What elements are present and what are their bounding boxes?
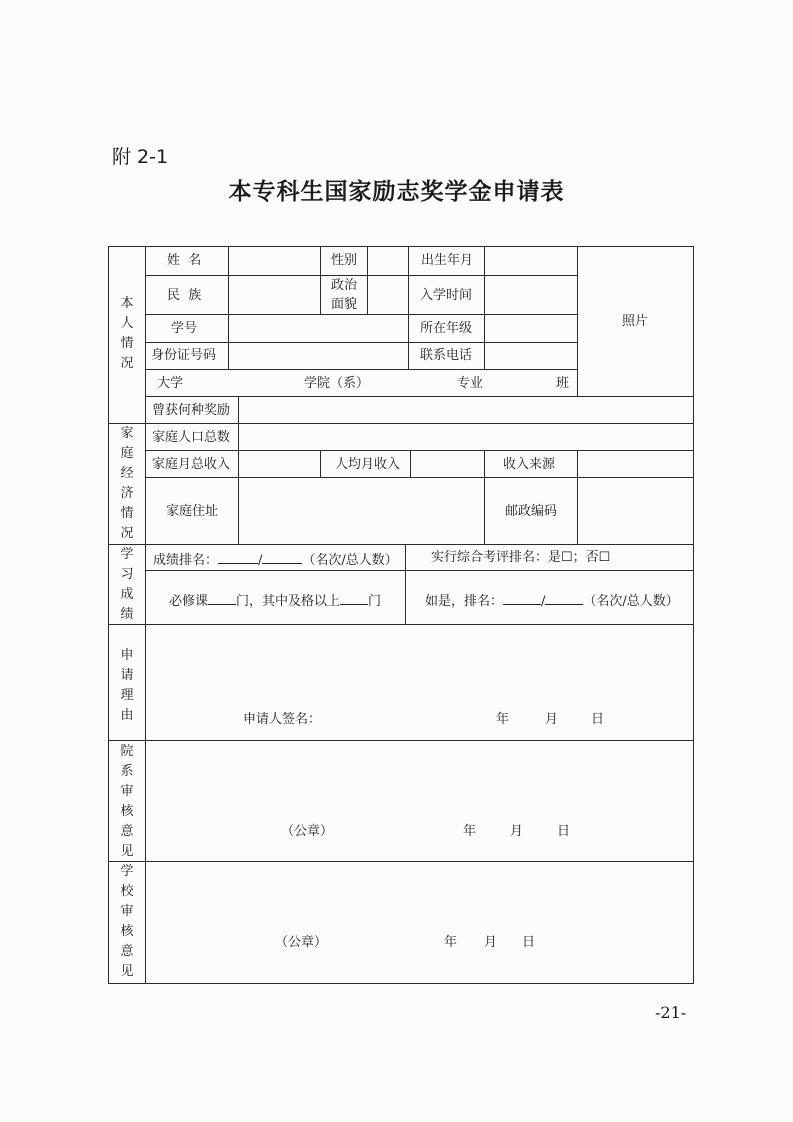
reason-day: 日 <box>591 712 605 727</box>
per-capita-label: 人均月收入 <box>335 457 401 472</box>
phone-label: 联系电话 <box>420 348 473 363</box>
page-number: -21- <box>655 1003 687 1022</box>
photo-label: 照片 <box>622 314 649 329</box>
required-count-blank[interactable] <box>208 592 236 605</box>
ethnic-field[interactable] <box>229 276 319 313</box>
rank-line <box>153 551 398 567</box>
class-label: 班 <box>556 376 570 391</box>
if-yes-label: 如是，排名： <box>425 594 504 609</box>
name-field[interactable] <box>229 247 319 274</box>
document-title: 本专科生国家励志奖学金申请表 <box>228 179 565 205</box>
if-yes-rank-blank[interactable] <box>503 592 541 605</box>
school-seal: （公章） <box>275 935 328 950</box>
rank-total-blank[interactable] <box>262 551 302 564</box>
per-capita-field[interactable] <box>411 451 483 476</box>
passed-count-blank[interactable] <box>340 592 368 605</box>
gender-field[interactable] <box>368 247 407 274</box>
id-number-field[interactable] <box>229 343 407 368</box>
phone-field[interactable] <box>485 343 576 368</box>
school-month: 月 <box>484 935 498 950</box>
required-prefix: 必修课 <box>169 594 209 609</box>
dept-review-field[interactable] <box>146 741 692 816</box>
if-yes-slash: / <box>541 594 546 609</box>
grade-label: 所在年级 <box>420 321 473 336</box>
section-family: 家庭经济情况 <box>120 426 134 541</box>
postcode-label: 邮政编码 <box>505 504 558 519</box>
if-yes-line <box>425 592 679 608</box>
political-label-line1: 政治 <box>331 278 358 293</box>
dept-day: 日 <box>557 824 571 839</box>
address-label: 家庭住址 <box>166 504 219 519</box>
rank-blank[interactable] <box>218 551 258 564</box>
dept-seal: （公章） <box>281 824 334 839</box>
section-reason: 申请理由 <box>120 648 134 723</box>
section-dept-review: 院系审核意见 <box>120 744 134 859</box>
school-review-field[interactable] <box>146 862 692 927</box>
gender-label: 性别 <box>331 253 358 268</box>
dept-year: 年 <box>463 824 477 839</box>
grade-field[interactable] <box>485 315 576 341</box>
political-field[interactable] <box>368 276 407 313</box>
rank-slash: / <box>258 553 263 568</box>
birth-field[interactable] <box>485 247 576 274</box>
awards-label: 曾获何种奖励 <box>152 403 231 418</box>
signature-label: 申请人签名： <box>243 712 322 727</box>
birth-label: 出生年月 <box>421 253 474 268</box>
required-courses-line <box>169 592 381 608</box>
appendix-label: 附 2-1 <box>112 146 169 168</box>
reason-field[interactable] <box>146 625 692 705</box>
income-source-field[interactable] <box>578 451 692 476</box>
political-label-line2: 面貌 <box>331 297 358 312</box>
major-label: 专业 <box>457 376 484 391</box>
family-income-label: 家庭月总收入 <box>152 457 231 472</box>
income-source-label: 收入来源 <box>503 457 556 472</box>
if-yes-unit: （名次/总人数） <box>583 594 679 609</box>
required-suffix: 门 <box>368 594 382 609</box>
student-id-field[interactable] <box>229 315 407 341</box>
rank-label: 成绩排名： <box>153 553 219 568</box>
rank-unit: （名次/总人数） <box>302 553 398 568</box>
section-school-review: 学校审核意见 <box>120 864 134 979</box>
college-label: 学院（系） <box>304 376 370 391</box>
postcode-field[interactable] <box>578 478 692 543</box>
photo-box[interactable] <box>578 247 692 395</box>
dept-month: 月 <box>510 824 524 839</box>
section-study: 学习成绩 <box>120 547 134 622</box>
section-personal: 本人情况 <box>120 296 134 371</box>
address-field[interactable] <box>239 478 483 543</box>
school-year: 年 <box>444 935 458 950</box>
university-label: 大学 <box>157 376 184 391</box>
if-yes-total-blank[interactable] <box>545 592 583 605</box>
family-income-field[interactable] <box>239 451 319 476</box>
name-label: 姓 名 <box>167 253 202 268</box>
enroll-field[interactable] <box>485 276 576 313</box>
family-size-label: 家庭人口总数 <box>152 430 231 445</box>
id-number-label: 身份证号码 <box>151 348 217 363</box>
ethnic-label: 民 族 <box>167 288 202 303</box>
family-size-field[interactable] <box>239 424 692 449</box>
reason-month: 月 <box>545 712 559 727</box>
student-id-label: 学号 <box>171 321 198 336</box>
reason-year: 年 <box>496 712 510 727</box>
awards-field[interactable] <box>239 397 692 422</box>
required-mid: 门，其中及格以上 <box>236 594 341 609</box>
enroll-label: 入学时间 <box>420 288 473 303</box>
comprehensive-rank[interactable]: 实行综合考评排名：是☐；否☐ <box>431 550 611 565</box>
school-day: 日 <box>522 935 536 950</box>
